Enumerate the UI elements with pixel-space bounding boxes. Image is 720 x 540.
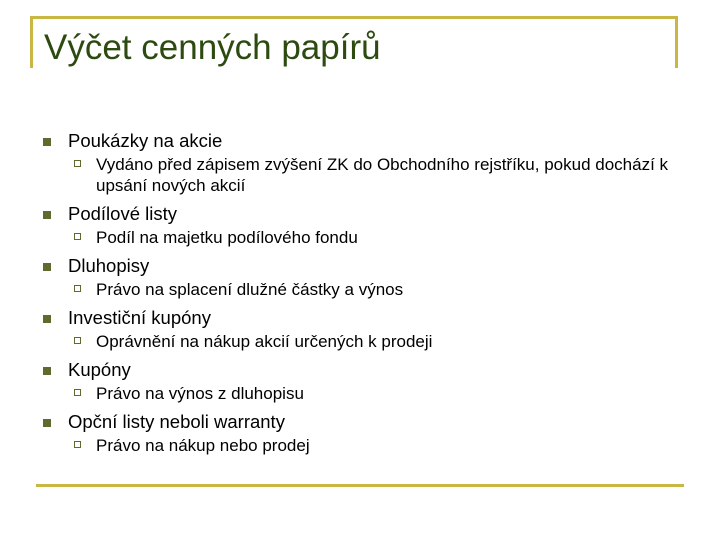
square-bullet-icon: [43, 315, 51, 323]
list-item-sub-label: Právo na nákup nebo prodej: [96, 436, 310, 455]
hollow-square-bullet-icon: [74, 160, 81, 167]
list-item-label: Kupóny: [68, 359, 131, 380]
square-bullet-icon: [43, 263, 51, 271]
list-item-level2: [40, 227, 690, 248]
list-item-level2: [40, 435, 690, 456]
list-item-label: Poukázky na akcie: [68, 130, 223, 151]
list-item-label: Podílové listy: [68, 203, 177, 224]
list-item-sub-label: Právo na výnos z dluhopisu: [96, 384, 304, 403]
title-frame-right-rule: [675, 16, 678, 68]
list-item-sub-label: Vydáno před zápisem zvýšení ZK do Obchodního rejstříku, pokud dochází k upsání nových akcií: [96, 155, 669, 195]
list-item-level1: [40, 409, 690, 435]
square-bullet-icon: [43, 419, 51, 427]
list-item: [40, 201, 690, 248]
list-item-level1: [40, 201, 690, 227]
hollow-square-bullet-icon: [74, 233, 81, 240]
list-item-sub-label: Podíl na majetku podílového fondu: [96, 228, 358, 247]
list-item-level2: [40, 383, 690, 404]
hollow-square-bullet-icon: [74, 389, 81, 396]
bullet-list: [40, 128, 690, 461]
list-item-level2: [40, 279, 690, 300]
square-bullet-icon: [43, 138, 51, 146]
list-item-sub-label: Právo na splacení dlužné částky a výnos: [96, 280, 404, 299]
title-frame-left-rule: [30, 16, 33, 68]
square-bullet-icon: [43, 211, 51, 219]
list-item-level1: [40, 128, 690, 154]
list-item-level1: [40, 253, 690, 279]
list-item-level2: [40, 331, 690, 352]
list-item: [40, 305, 690, 352]
hollow-square-bullet-icon: [74, 285, 81, 292]
slide-title: Výčet cenných papírů: [44, 28, 381, 67]
hollow-square-bullet-icon: [74, 441, 81, 448]
list-item-level1: [40, 305, 690, 331]
title-frame-top-rule: [30, 16, 678, 19]
hollow-square-bullet-icon: [74, 337, 81, 344]
square-bullet-icon: [43, 367, 51, 375]
list-item: [40, 253, 690, 300]
list-item-sub-label: Oprávnění na nákup akcií určených k prodeji: [96, 332, 433, 351]
list-item-label: Investiční kupóny: [68, 307, 211, 328]
list-item: [40, 128, 690, 196]
list-item-label: Opční listy neboli warranty: [68, 411, 285, 432]
list-item: [40, 409, 690, 456]
bottom-divider: [36, 484, 684, 487]
list-item: [40, 357, 690, 404]
list-item-label: Dluhopisy: [68, 255, 150, 276]
list-item-level1: [40, 357, 690, 383]
list-item-level2: [40, 154, 690, 196]
